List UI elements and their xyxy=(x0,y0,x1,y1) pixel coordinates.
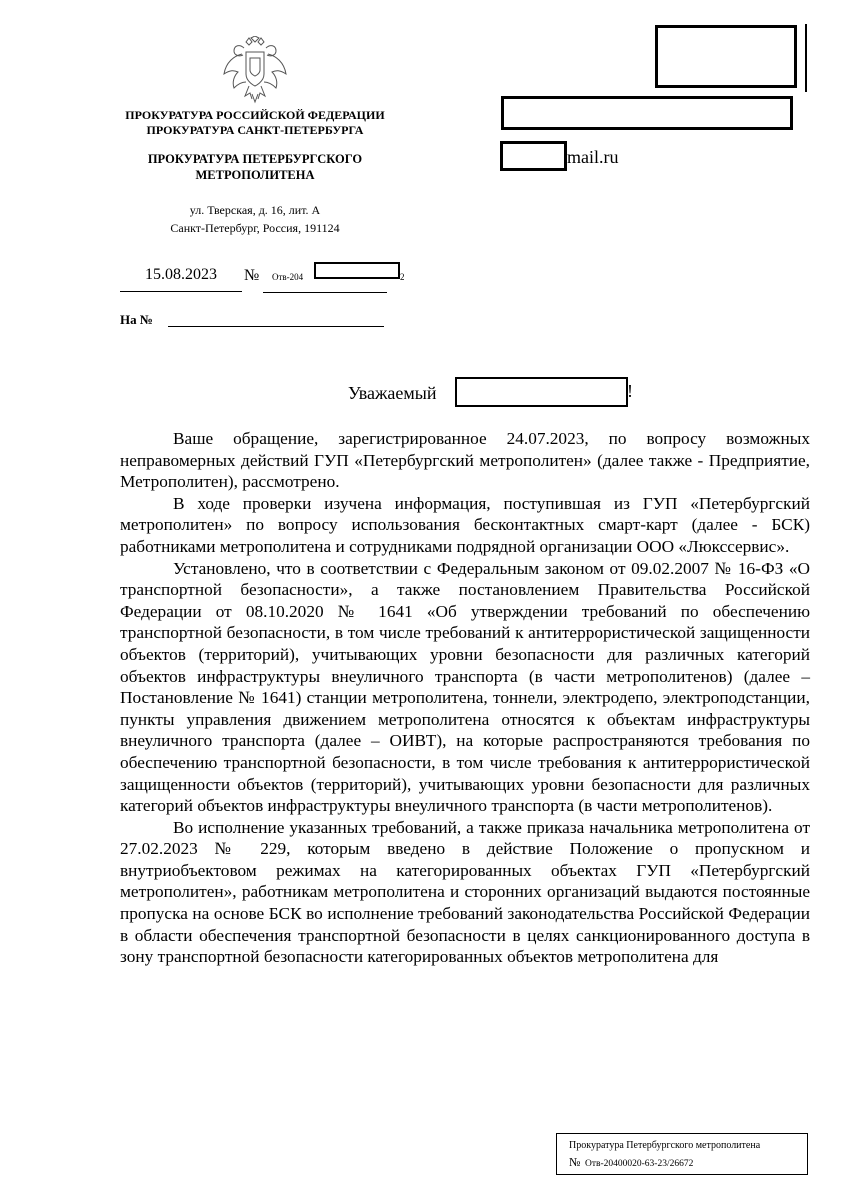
org-line-2: ПРОКУРАТУРА САНКТ-ПЕТЕРБУРГА xyxy=(146,123,364,137)
redaction-box xyxy=(314,262,400,279)
number-sign: № xyxy=(244,267,260,284)
stamp-number-sign: № xyxy=(569,1155,581,1169)
body-paragraph: Во исполнение указанных требований, а также приказа начальника метрополитена от 27.02.2023 № 229, которым введено в действие Положение о пропускном и внутриобъектовом режимах на категорированных объектах ГУП «Петербургский метрополитен», работникам метрополитена и сторонних организаций выдаются постоянные пропуска на основе БСК во исполнение требований законодательства Российской Федерации в области обеспечения транспортной безопасности в целях санкционированного доступа в зону транспортной безопасности категорированных объектов метрополитена для xyxy=(120,817,810,967)
address-block xyxy=(150,201,360,237)
reply-to-underline xyxy=(168,326,384,327)
redaction-box xyxy=(500,141,567,171)
redaction-box xyxy=(455,377,628,407)
dept-line-2: МЕТРОПОЛИТЕНА xyxy=(195,168,315,182)
greeting-salutation: Уважаемый xyxy=(348,383,437,403)
redaction-box xyxy=(501,96,793,130)
stamp-line-1: Прокуратура Петербургского метрополитена xyxy=(569,1140,761,1151)
stamp-number-row xyxy=(569,1154,807,1172)
document-number-tail: 2 xyxy=(400,272,405,282)
department-header xyxy=(115,151,395,183)
double-headed-eagle-emblem-icon xyxy=(222,36,288,106)
address-line-1: ул. Тверская, д. 16, лит. А xyxy=(189,203,321,217)
greeting-punctuation: ! xyxy=(627,381,633,401)
address-line-2: Санкт-Петербург, Россия, 191124 xyxy=(170,221,340,235)
body-paragraph: Установлено, что в соответствии с Федеральным законом от 09.02.2007 № 16-ФЗ «О транспортной безопасности», а также постановлением Правительства Российской Федерации от 08.10.2020 № 1641 «Об утверждении требований по обеспечению транспортной безопасности, в том числе требований к антитеррористической защищенности объектов (территорий), учитывающих уровни безопасности для различных категорий объектов инфраструктуры внеуличного транспорта (в части метрополитенов) (далее – Постановление № 1641) станции метрополитена, тоннели, электродепо, электроподстанции, пункты управления движением метрополитена относятся к объектам инфраструктуры внеуличного транспорта (далее – ОИВТ), на которые распространяются требования по обеспечению транспортной безопасности, в том числе требования к антитеррористической защищенности объектов (территорий), учитывающих уровни безопасности для различных категорий объектов инфраструктуры внеуличного транспорта (в части метрополитенов). xyxy=(120,558,810,816)
body-paragraph: В ходе проверки изучена информация, поступившая из ГУП «Петербургский метрополитен» по вопросу использования бесконтактных смарт-карт (далее - БСК) работниками метрополитена и сотрудниками подрядной организации ООО «Люксcервис». xyxy=(120,493,810,556)
body-paragraph: Ваше обращение, зарегистрированное 24.07.2023, по вопросу возможных неправомерных действий ГУП «Петербургский метрополитен» (далее также - Предприятие, Метрополитен), рассмотрено. xyxy=(120,429,810,492)
document-date: 15.08.2023 xyxy=(120,266,242,292)
stamp-number: Отв-20400020-63-23/26672 xyxy=(584,1159,694,1169)
redaction-edge xyxy=(805,24,807,92)
org-line-1: ПРОКУРАТУРА РОССИЙСКОЙ ФЕДЕРАЦИИ xyxy=(125,108,385,122)
organization-header xyxy=(105,108,405,138)
number-underline xyxy=(263,292,387,293)
recipient-email-suffix: mail.ru xyxy=(567,147,619,167)
dept-line-1: ПРОКУРАТУРА ПЕТЕРБУРГСКОГО xyxy=(147,152,363,166)
letter-body xyxy=(120,428,810,968)
document-number: Отв-204 xyxy=(272,272,304,282)
redaction-box xyxy=(655,25,797,88)
registration-stamp xyxy=(556,1133,808,1175)
reply-to-label: На № xyxy=(120,312,153,327)
